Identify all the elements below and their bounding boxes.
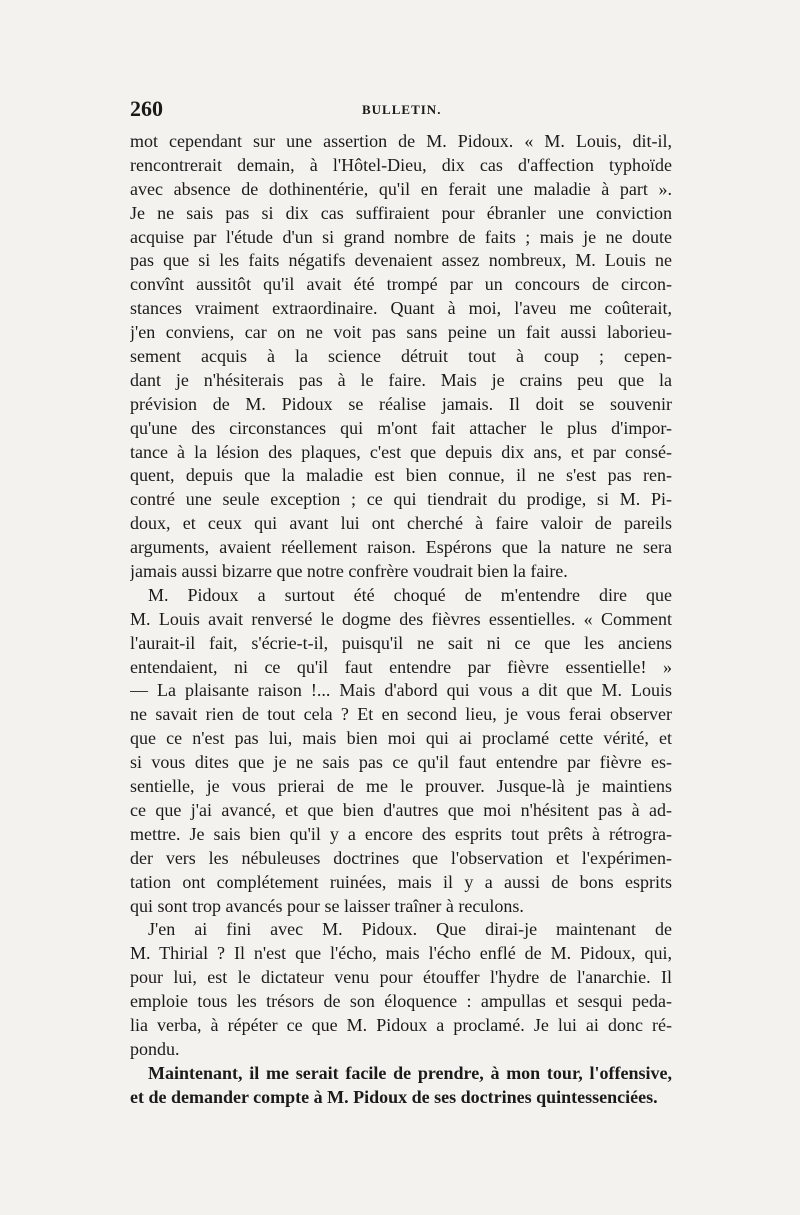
text-line: entendaient, ni ce qu'il faut entendre par fièvre essentielle! »	[130, 656, 672, 677]
paragraph	[130, 584, 672, 918]
text-line: dant je n'hésiterais pas à le faire. Mais je crains peu que la	[130, 369, 672, 390]
text-line: pondu.	[130, 1038, 180, 1059]
text-line: et de demander compte à M. Pidoux de ses doctrines quintessenciées.	[130, 1086, 658, 1107]
text-line: pour lui, est le dictateur venu pour étouffer l'hydre de l'anarchie. Il	[130, 967, 672, 988]
text-line: doux, et ceux qui avant lui ont cherché à faire valoir de pareils	[130, 513, 672, 534]
running-head: BULLETIN.	[362, 102, 442, 117]
text-line: arguments, avaient réellement raison. Espérons que la nature ne sera	[130, 537, 672, 558]
text-line: ce que j'ai avancé, et que bien d'autres que moi n'hésitent pas à ad-	[130, 799, 672, 820]
text-line: lia verba, à répéter ce que M. Pidoux a proclamé. Je lui ai donc ré-	[130, 1014, 672, 1035]
text-line: que ce n'est pas lui, mais bien moi qui ai proclamé cette vérité, et	[130, 728, 672, 749]
text-line: ne savait rien de tout cela ? Et en second lieu, je vous ferai observer	[130, 704, 672, 725]
text-line: mettre. Je sais bien qu'il y a encore des esprits tout prêts à rétrogra-	[130, 823, 672, 844]
text-line: quent, depuis que la maladie est bien connue, il ne s'est pas ren-	[130, 465, 672, 486]
text-line: Maintenant, il me serait facile de prendre, à mon tour, l'offensive,	[148, 1062, 672, 1083]
text-line: jamais aussi bizarre que notre confrère voudrait bien la faire.	[130, 561, 568, 582]
text-line: M. Louis avait renversé le dogme des fièvres essentielles. « Comment	[130, 608, 672, 629]
text-line: M. Pidoux a surtout été choqué de m'entendre dire que	[148, 584, 672, 605]
text-line: emploie tous les trésors de son éloquence : ampullas et sesqui peda-	[130, 991, 672, 1012]
text-line: — La plaisante raison !... Mais d'abord qui vous a dit que M. Louis	[130, 680, 672, 701]
text-line: l'aurait-il fait, s'écrie-t-il, puisqu'il ne sait ni ce que les anciens	[130, 632, 672, 653]
text-line: tation ont complétement ruinées, mais il y a aussi de bons esprits	[130, 871, 672, 892]
text-line: tance à la lésion des plaques, c'est que depuis dix ans, et par consé-	[130, 441, 672, 462]
text-line: M. Thirial ? Il n'est que l'écho, mais l'écho enflé de M. Pidoux, qui,	[130, 943, 672, 964]
paragraph	[130, 918, 672, 1061]
text-line: qui sont trop avancés pour se laisser traîner à reculons.	[130, 895, 524, 916]
body-text	[130, 130, 672, 1110]
text-line: prévision de M. Pidoux se réalise jamais. Il doit se souvenir	[130, 393, 672, 414]
text-line: j'en conviens, car on ne voit pas sans peine un fait aussi laborieu-	[130, 322, 672, 343]
paragraph	[130, 1062, 672, 1110]
text-line: J'en ai fini avec M. Pidoux. Que dirai-je maintenant de	[148, 919, 672, 940]
text-line: convînt aussitôt qu'il avait été trompé par un concours de circon-	[130, 274, 672, 295]
text-line: contré une seule exception ; ce qui tiendrait du prodige, si M. Pi-	[130, 489, 672, 510]
text-line: mot cependant sur une assertion de M. Pidoux. « M. Louis, dit-il,	[130, 131, 672, 151]
text-line: der vers les nébuleuses doctrines que l'observation et l'expérimen-	[130, 847, 672, 868]
text-line: qu'une des circonstances qui m'ont fait attacher le plus d'impor-	[130, 417, 672, 438]
text-line: sement acquis à la science détruit tout à coup ; cepen-	[130, 346, 672, 367]
paragraph	[130, 130, 672, 584]
page-number: 260	[130, 96, 163, 121]
text-line: pas que si les faits négatifs devenaient assez nombreux, M. Louis ne	[130, 250, 672, 271]
text-line: si vous dites que je ne sais pas ce qu'il faut entendre par fièvre es-	[130, 752, 672, 773]
text-line: Je ne sais pas si dix cas suffiraient pour ébranler une conviction	[130, 202, 672, 223]
text-line: sentielle, je vous prierai de me le prouver. Jusque-là je maintiens	[130, 776, 672, 797]
text-line: avec absence de dothinentérie, qu'il en ferait une maladie à part ».	[130, 178, 672, 199]
text-line: rencontrerait demain, à l'Hôtel-Dieu, dix cas d'affection typhoïde	[130, 154, 672, 175]
page-header	[130, 96, 670, 126]
text-line: acquise par l'étude d'un si grand nombre de faits ; mais je ne doute	[130, 226, 672, 247]
text-line: stances vraiment extraordinaire. Quant à moi, l'aveu me coûterait,	[130, 298, 672, 319]
